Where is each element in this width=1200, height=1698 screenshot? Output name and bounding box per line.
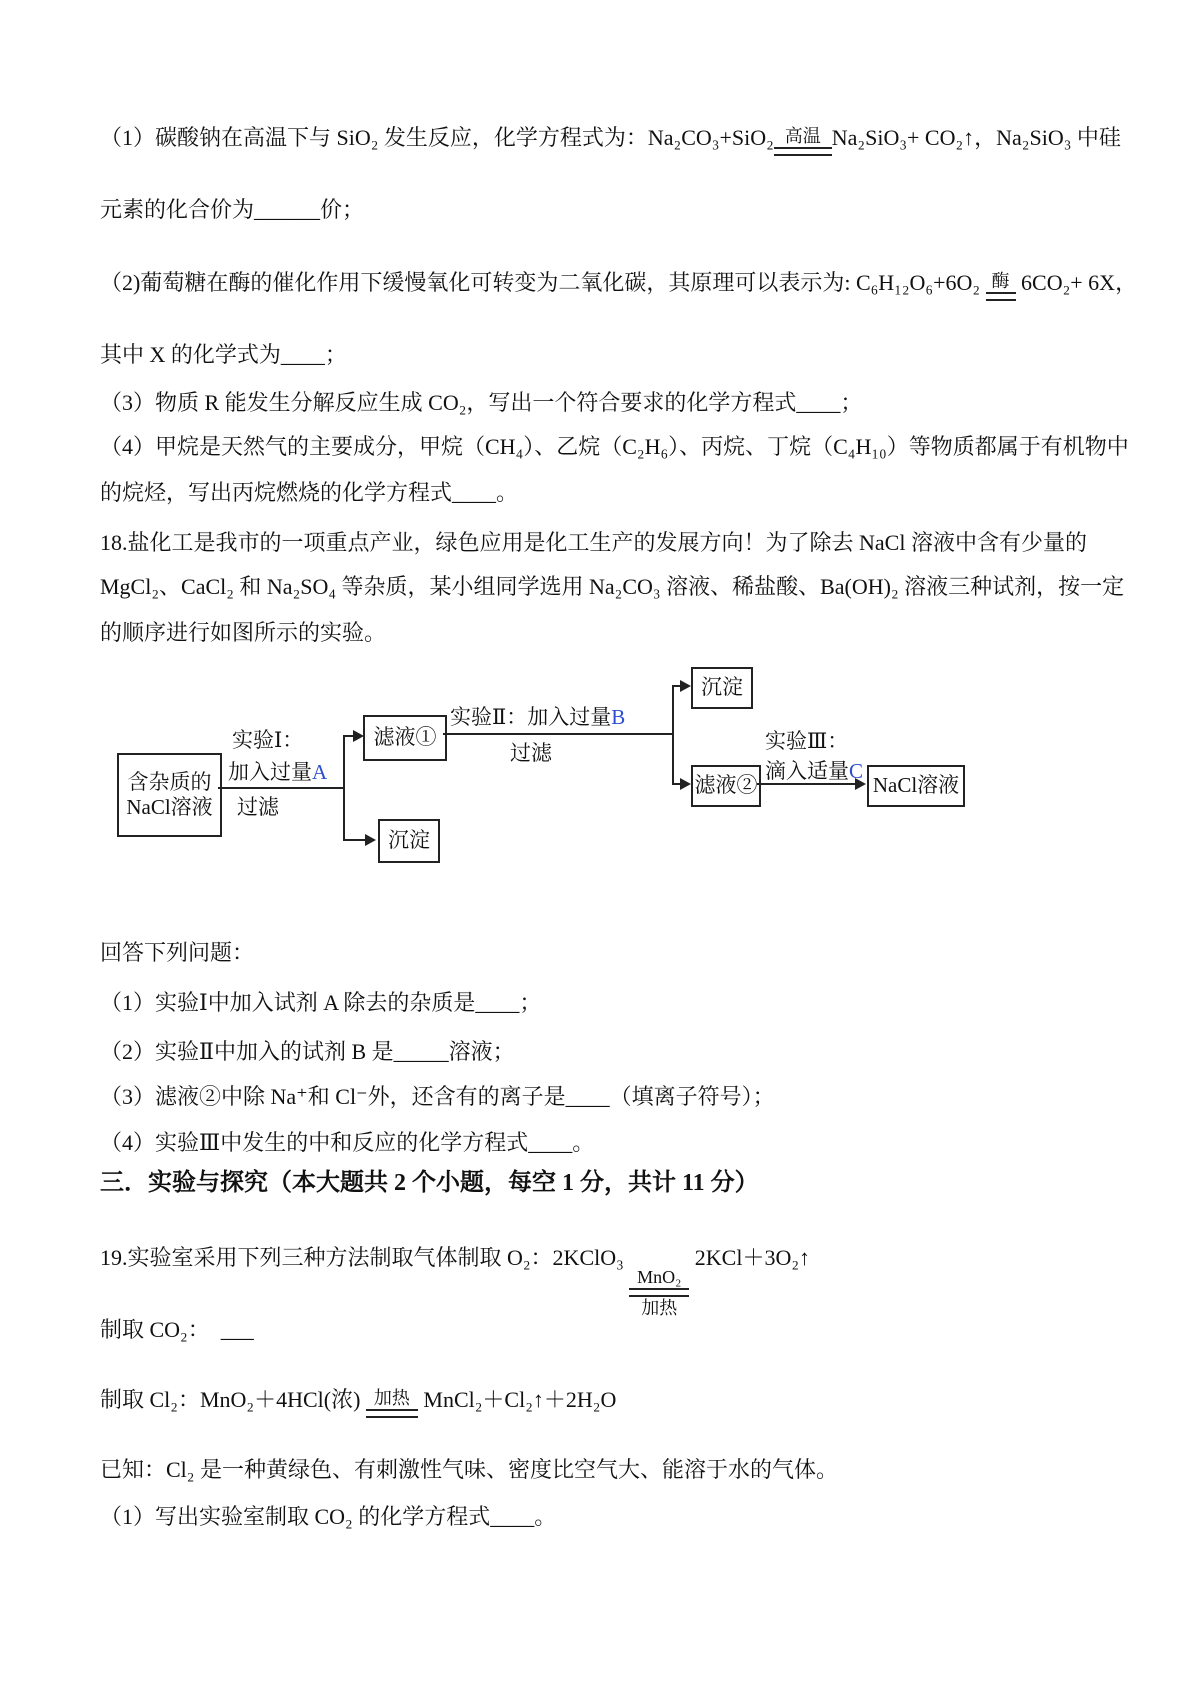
exp3-label-line1: 实验Ⅲ： (765, 729, 849, 753)
double-line (366, 1409, 418, 1418)
q17-part4-line2: 的烷烃，写出丙烷燃烧的化学方程式____。 (100, 480, 519, 505)
exp2-below-label: 过滤 (510, 741, 552, 765)
q19-sub1: （1）写出实验室制取 CO₂ 的化学方程式____。 (100, 1504, 557, 1529)
reaction-condition-mno2 (629, 1266, 689, 1319)
q17-part2-post: 6CO₂+ 6X， (1015, 270, 1138, 295)
precipitate1-box: 沉淀 (378, 819, 440, 863)
source-box-line1: 含杂质的 (127, 769, 212, 794)
flow-arrow (365, 834, 376, 846)
q18-sub2: （2）实验Ⅱ中加入的试剂 B 是_____溶液； (100, 1039, 515, 1064)
flow-arrow (855, 778, 866, 790)
reagent-letter-a: A (312, 760, 328, 784)
flow-arrow (680, 680, 691, 692)
q17-part1-line1 (100, 123, 1121, 156)
precipitate2-box: 沉淀 (691, 667, 753, 709)
double-line (986, 292, 1016, 301)
condition-below: 加热 (641, 1298, 678, 1318)
condition-above: 加热 (373, 1388, 410, 1408)
flow-line (757, 783, 857, 785)
q18-sub4: （4）实验Ⅲ中发生的中和反应的化学方程式____。 (100, 1130, 595, 1155)
q18-sub3: （3）滤液②中除 Na⁺和 Cl⁻外，还含有的离子是____（填离子符号）； (100, 1084, 775, 1109)
q17-part2-line2: 其中 X 的化学式为____； (100, 342, 347, 367)
exp2-label-pre: 实验Ⅱ：加入过量 (450, 705, 612, 729)
q18-answer-prompt: 回答下列问题： (100, 940, 255, 965)
reagent-letter-b: B (611, 705, 626, 729)
exp2-label (450, 704, 625, 730)
exp1-label-line1: 实验Ⅰ： (232, 728, 304, 752)
condition-above: MnO₂ (637, 1267, 682, 1287)
filtrate1-box: 滤液① (363, 715, 447, 761)
q19-intro-line (100, 1243, 810, 1319)
flow-line (443, 733, 674, 735)
reaction-condition-mei (986, 270, 1016, 301)
q19-cl2-pre: 制取 Cl₂：MnO₂＋4HCl(浓) (100, 1387, 366, 1412)
flow-diagram (115, 660, 995, 870)
q18-intro-line2: MgCl₂、CaCl₂ 和 Na₂SO₄ 等杂质，某小组同学选用 Na₂CO₃ 溶液、稀盐酸、Ba(OH)₂ 溶液三种试剂，按一定 (100, 574, 1125, 599)
q19-intro-pre: 19.实验室采用下列三种方法制取气体制取 O₂：2KClO₃ (100, 1245, 630, 1270)
reaction-condition-gaowen (774, 125, 832, 156)
condition-text: 高温 (784, 126, 821, 146)
filtrate2-box: 滤液② (691, 765, 761, 807)
q19-cl2-post: MnCl₂＋Cl₂↑＋2H₂O (417, 1387, 617, 1412)
q18-intro-line1: 18.盐化工是我市的一项重点产业，绿色应用是化工生产的发展方向！为了除去 NaCl 溶液中含有少量的 (100, 530, 1087, 555)
q17-part1-post: Na₂SiO₃+ CO₂↑，Na₂SiO₃ 中硅 (831, 125, 1121, 150)
q17-part1-line2: 元素的化合价为______价； (100, 197, 365, 222)
flow-line (343, 735, 345, 841)
exp1-label-line2 (228, 759, 327, 785)
exp3-label-pre: 滴入适量 (765, 759, 849, 783)
q17-part3: （3）物质 R 能发生分解反应生成 CO₂，写出一个符合要求的化学方程式____； (100, 390, 863, 415)
flow-line (218, 787, 343, 789)
exp1-label-pre: 加入过量 (228, 760, 312, 784)
flow-line (672, 685, 674, 785)
double-line (629, 1288, 689, 1297)
q19-co2-line: 制取 CO₂： ___ (100, 1317, 254, 1342)
reaction-condition-jiare (366, 1387, 418, 1418)
source-box (117, 753, 222, 837)
flow-arrow (680, 778, 691, 790)
flow-line (343, 839, 367, 841)
q18-sub1: （1）实验Ⅰ中加入试剂 A 除去的杂质是____； (100, 990, 542, 1015)
q17-part1-pre: （1）碳酸钠在高温下与 SiO₂ 发生反应，化学方程式为：Na₂CO₃+SiO₂ (100, 125, 774, 150)
q19-known-line: 已知：Cl₂ 是一种黄绿色、有刺激性气味、密度比空气大、能溶于水的气体。 (100, 1457, 838, 1482)
result-box: NaCl溶液 (867, 765, 965, 807)
double-line (774, 147, 832, 156)
reagent-letter-c: C (849, 759, 864, 783)
source-box-line2: NaCl溶液 (126, 795, 213, 819)
q17-part2-pre: （2)葡萄糖在酶的催化作用下缓慢氧化可转变为二氧化碳，其原理可以表示为: C₆H₁₂O₆+6O₂ (100, 270, 986, 295)
q19-cl2-line (100, 1385, 616, 1418)
exp3-label-line2 (765, 758, 863, 784)
q17-part4-line1: （4）甲烷是天然气的主要成分，甲烷（CH₄）、乙烷（C₂H₆）、丙烷、丁烷（C₄H₁₀）等物质都属于有机物中 (100, 434, 1129, 459)
q17-part2-line1 (100, 268, 1137, 301)
section3-header: 三．实验与探究（本大题共 2 个小题，每空 1 分，共计 11 分） (100, 1170, 759, 1196)
condition-text: 酶 (991, 271, 1010, 291)
exp1-below-label: 过滤 (237, 795, 279, 819)
q19-intro-post: 2KCl＋3O₂↑ (689, 1245, 811, 1270)
q18-intro-line3: 的顺序进行如图所示的实验。 (100, 620, 387, 645)
